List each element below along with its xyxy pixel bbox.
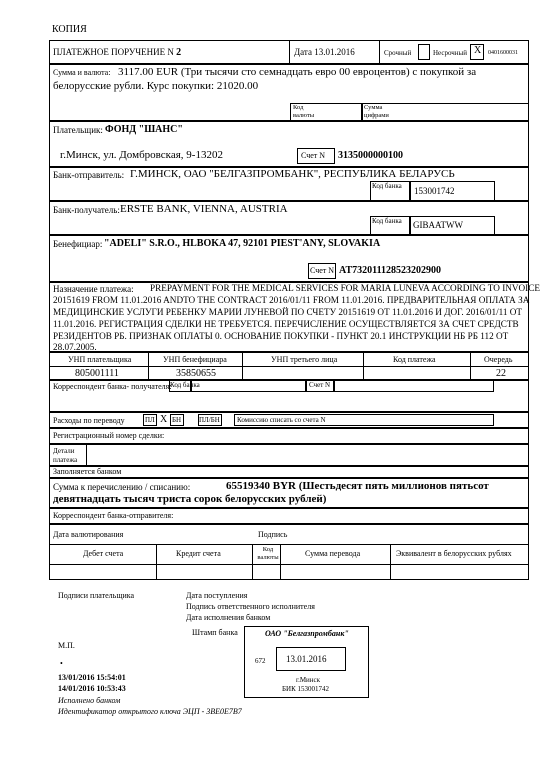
valuation-signature-label: Подпись bbox=[258, 530, 288, 539]
payer-name: ФОНД "ШАНС" bbox=[105, 124, 183, 135]
details-section bbox=[49, 444, 529, 466]
nonurgent-mark: X bbox=[474, 45, 482, 56]
stamp-city: г.Минск bbox=[296, 676, 321, 684]
bank-filled-label: Заполняется банком bbox=[53, 467, 122, 476]
transfer-col-divider bbox=[156, 544, 157, 580]
payer-signatures-label: Подписи плательщика bbox=[58, 591, 135, 600]
commission-label: Комиссию списать со счета N bbox=[237, 416, 326, 424]
sender-bank-code-label: Код банка bbox=[372, 182, 402, 190]
currency-code-header: Код валюты bbox=[257, 546, 279, 561]
debit-label: Сумма к перечислению / списанию: bbox=[53, 482, 191, 492]
recipient-bank-code: GIBAATWW bbox=[413, 220, 463, 230]
sender-bank-code: 153001742 bbox=[414, 186, 455, 196]
amount-figures-label: Сумма цифрами bbox=[364, 104, 389, 119]
ids-divider bbox=[49, 366, 529, 367]
recipient-bank-name: ERSTE BANK, VIENNA, AUSTRIA bbox=[120, 203, 288, 215]
beneficiary-name: "ADELI" S.R.O., HLBOKA 47, 92101 PIEST'ANY, SLOVAKIA bbox=[104, 238, 381, 249]
purpose-line-5: РЕЗИДЕНТОВ РБ. ПРИЗНАК ОПЛАТЫ 0. ОСНОВАНИЕ ПОКУПКИ - ПУНКТ 20.1 ИНСТРУКЦИИ НБ РБ 112 ОТ bbox=[53, 331, 509, 341]
recipient-bank-label: Банк-получатель: bbox=[53, 205, 120, 215]
purpose-line-4: 11.01.2016. РЕГИСТРАЦИЯ СДЕЛКИ НЕ ТРЕБУЕТСЯ. ПЕРЕЧИСЛЕНИЕ ОСУЩЕСТВЛЯЕТСЯ ЗА СЧЕТ СРЕДСТВ bbox=[53, 319, 519, 329]
bullet: • bbox=[60, 659, 63, 668]
stamp-bank-name: ОАО "Белгазпромбанк" bbox=[265, 629, 349, 638]
debit-value-line-1: 65519340 BYR (Шестьдесят пять миллионов пятьсот bbox=[226, 480, 489, 492]
transfer-col-divider bbox=[390, 544, 391, 580]
stamp-bik: БИК 153001742 bbox=[282, 685, 329, 693]
divider bbox=[379, 40, 380, 64]
beneficiary-account: AT732011128523202900 bbox=[339, 265, 442, 276]
correspondent-account-cell bbox=[334, 380, 494, 392]
byr-equivalent-header: Эквивалент в белорусских рублях bbox=[396, 549, 512, 558]
details-label-1: Детали bbox=[53, 447, 75, 455]
transfer-amount-header: Сумма перевода bbox=[305, 549, 361, 558]
charges-pl: ПЛ bbox=[145, 416, 155, 424]
sender-correspondent-label: Корреспондент банка-отправителя: bbox=[53, 511, 174, 520]
transfer-col-divider bbox=[280, 544, 281, 580]
currency-code-label: Код валюты bbox=[293, 104, 315, 119]
payer-unp-label: УНП плательщика bbox=[68, 355, 132, 364]
charges-plbn: ПЛ/БН bbox=[199, 416, 220, 424]
bank-stamp-label: Штамп банка bbox=[192, 628, 238, 637]
payer-account-label: Счет N bbox=[301, 151, 326, 160]
transfer-table-divider bbox=[49, 564, 529, 565]
charges-mark: X bbox=[160, 414, 168, 425]
payer-account: 3135000000100 bbox=[338, 150, 403, 161]
stamp-date: 13.01.2016 bbox=[286, 654, 327, 664]
payment-code-label: Код платежа bbox=[393, 355, 436, 364]
third-unp-label: УНП третьего лица bbox=[271, 355, 338, 364]
ids-col-divider bbox=[363, 352, 364, 380]
order-number: 2 bbox=[176, 47, 182, 58]
bank-exec-date-label: Дата исполнения банком bbox=[186, 613, 271, 622]
payer-label: Плательщик: bbox=[53, 125, 103, 135]
executor-signature-label: Подпись ответственного исполнителя bbox=[186, 602, 315, 611]
debit-value-line-2: девятнадцать тысяч триста сорок белорусских рублей) bbox=[53, 493, 327, 505]
recipient-bank-code-label: Код банка bbox=[372, 217, 402, 225]
nonurgent-label: Несрочный bbox=[433, 49, 467, 57]
seal-label: М.П. bbox=[58, 641, 75, 650]
executed-label: Исполнено банком bbox=[58, 696, 121, 705]
charges-bn: БН bbox=[172, 416, 182, 424]
queue-value: 22 bbox=[496, 368, 506, 379]
key-id-label: Идентификатор открытого ключа ЭЦП - 3BE0E7B7 bbox=[58, 707, 242, 716]
valuation-date-label: Дата валютирования bbox=[53, 530, 124, 539]
details-label-2: платежа bbox=[53, 456, 78, 464]
amount-line-1: 3117.00 EUR (Три тысячи сто семнадцать евро 00 евроцентов) с покупкой за bbox=[118, 66, 477, 78]
beneficiary-account-label: Счет N bbox=[310, 266, 335, 275]
purpose-line-2: 20151619 FROM 11.01.2016 ANDTO THE CONTRACT 2016/01/11 FROM 11.01.2016. ПРЕДВАРИТЕЛЬНАЯ ОПЛАТА ЗА bbox=[53, 295, 530, 305]
payer-unp: 805001111 bbox=[75, 368, 119, 379]
copy-label: КОПИЯ bbox=[52, 24, 87, 35]
page-title bbox=[53, 48, 181, 58]
transfer-col-divider bbox=[252, 544, 253, 580]
timestamp-2: 14/01/2016 10:53:43 bbox=[58, 684, 126, 693]
form-code: 0401600031 bbox=[488, 50, 518, 56]
receipt-date-label: Дата поступления bbox=[186, 591, 248, 600]
sender-bank-name: Г.МИНСК, ОАО "БЕЛГАЗПРОМБАНК", РЕСПУБЛИКА БЕЛАРУСЬ bbox=[130, 168, 455, 180]
queue-label: Очередь bbox=[484, 355, 513, 364]
stamp-number: 672 bbox=[255, 657, 266, 665]
ids-col-divider bbox=[148, 352, 149, 380]
amount-label: Сумма и валюта: bbox=[53, 68, 111, 77]
registration-label: Регистрационный номер сделки: bbox=[53, 431, 165, 440]
amount-line-2: белорусские рубли. Курс покупки: 21020.00 bbox=[53, 80, 259, 92]
purpose-line-3: МЕДИЦИНСКИЕ УСЛУГИ РЕБЕНКУ МАРИИ ЛУНЕВОЙ ПО СЧЕТУ 20151619 ОТ 11.01.2016 И ДОГ. 2016/01/11 ОТ bbox=[53, 307, 523, 317]
purpose-line-6: 28.07.2005. bbox=[53, 342, 97, 352]
details-divider bbox=[86, 444, 87, 466]
beneficiary-unp-label: УНП бенефициара bbox=[163, 355, 227, 364]
urgent-label: Срочный bbox=[384, 49, 412, 57]
correspondent-code-cell bbox=[191, 380, 306, 392]
divider bbox=[289, 40, 290, 64]
date-field: Дата 13.01.2016 bbox=[294, 47, 355, 57]
correspondent-account-label: Счет N bbox=[309, 381, 331, 389]
credit-account-header: Кредит счета bbox=[176, 549, 221, 558]
urgent-checkbox[interactable] bbox=[418, 44, 430, 60]
purpose-line-1: PREPAYMENT FOR THE MEDICAL SERVICES FOR MARIA LUNEVA ACCORDING TO INVOICE bbox=[150, 283, 540, 293]
debit-account-header: Дебет счета bbox=[83, 549, 124, 558]
timestamp-1: 13/01/2016 15:54:01 bbox=[58, 673, 126, 682]
purpose-label: Назначение платежа: bbox=[53, 284, 134, 294]
charges-label: Расходы по переводу bbox=[53, 416, 125, 425]
ids-col-divider bbox=[470, 352, 471, 380]
correspondent-code-label: Код банка bbox=[170, 381, 200, 389]
payer-address: г.Минск, ул. Домбровская, 9-13202 bbox=[60, 149, 223, 161]
correspondent-label: Корреспондент банка- получателя: bbox=[53, 382, 172, 391]
beneficiary-unp: 35850655 bbox=[176, 368, 216, 379]
title-text: ПЛАТЕЖНОЕ ПОРУЧЕНИЕ N bbox=[53, 47, 174, 57]
ids-col-divider bbox=[242, 352, 243, 380]
beneficiary-label: Бенефициар: bbox=[53, 239, 103, 249]
sender-bank-label: Банк-отправитель: bbox=[53, 170, 125, 180]
